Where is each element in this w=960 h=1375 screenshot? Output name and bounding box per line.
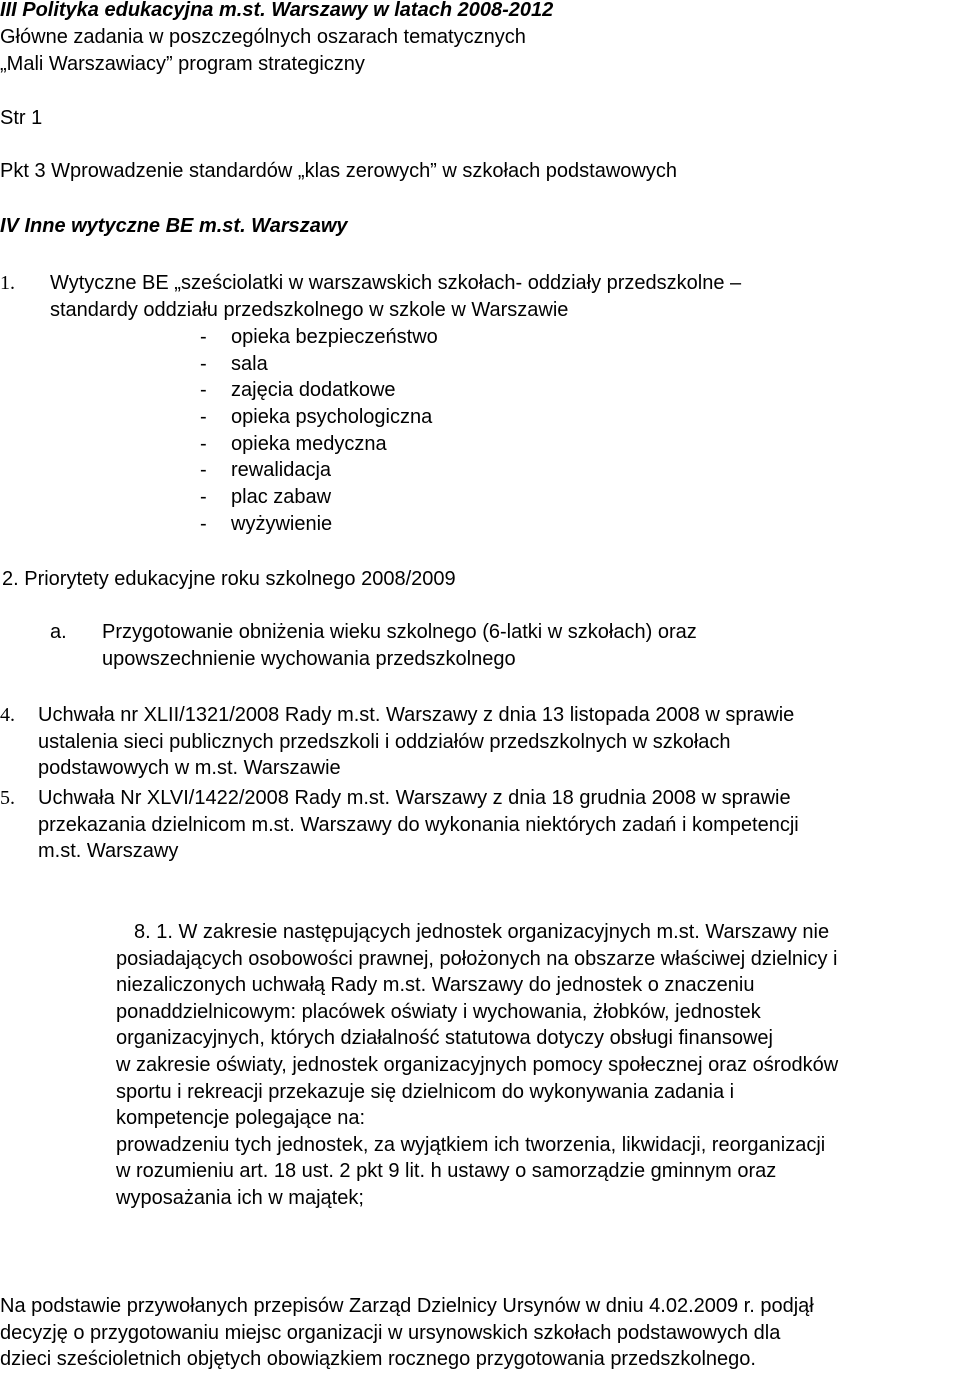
closing-paragraph: Na podstawie przywołanych przepisów Zarząd Dzielnicy Ursynów w dniu 4.02.2009 r. podjął decyzję o przygotowaniu miejsc organizacji w ursynowskich szkołach podstawowych dla dzieci sześcioletnich objętych obowiązkiem rocznego przygotowania przedszkolnego. — [0, 1295, 814, 1370]
point-heading: Pkt 3 Wprowadzenie standardów „klas zerowych” w szkołach podstawowych — [0, 160, 677, 182]
program-name: „Mali Warszawiacy” program strategiczny — [0, 53, 365, 75]
page-reference: Str 1 — [0, 107, 43, 129]
item-1-line-2: standardy oddziału przedszkolnego w szkole w Warszawie — [50, 299, 569, 321]
item-number-5: 5. — [0, 787, 15, 809]
item-8-text: 8. 1. W zakresie następujących jednostek organizacyjnych m.st. Warszawy nie posiadających osobowości prawnej, położonych na obszarze właściwej dzielnicy i niezaliczonych uchwałą Rady m.st. Warszawy do jednostek o znaczeniu ponaddzielnicowym: placówek oświaty i wychowania, żłobków, jednostek organizacyjnych, których działalność statutowa dotyczy obsługi finansowej w zakresie oświaty, jednostek organizacyjnych pomocy społecznej oraz ośrodków sportu i rekreacji przekazuje się dzielnicom do wykonywania zadania i kompetencje polegające na: prowadzeniu tych jednostek, za wyjątkiem ich tworzenia, likwidacji, reorganizacji w rozumieniu art. 18 ust. 2 pkt 9 lit. h ustawy o samorządzie gminnym oraz wyposażania ich w majątek; — [116, 921, 839, 1209]
document-title: III Polityka edukacyjna m.st. Warszawy w latach 2008-2012 — [0, 0, 554, 21]
item-number-1: 1. — [0, 272, 15, 294]
document-subtitle: Główne zadania w poszczególnych oszarach tematycznych — [0, 26, 526, 48]
section-heading: IV Inne wytyczne BE m.st. Warszawy — [0, 215, 348, 237]
item-2-heading: 2. Priorytety edukacyjne roku szkolnego 2008/2009 — [2, 568, 456, 590]
item-number-4: 4. — [0, 704, 15, 726]
item-1-line-1: Wytyczne BE „sześciolatki w warszawskich szkołach- oddziały przedszkolne – — [50, 272, 742, 294]
item-4-text: Uchwała nr XLII/1321/2008 Rady m.st. Warszawy z dnia 13 listopada 2008 w sprawie ustalenia sieci publicznych przedszkoli i oddziałów przedszkolnych w szkołach podstawowych w m.st. Warszawie — [38, 704, 795, 779]
item-5-text: Uchwała Nr XLVI/1422/2008 Rady m.st. Warszawy z dnia 18 grudnia 2008 w sprawie przekazania dzielnicom m.st. Warszawy do wykonania niektórych zadań i kompetencji m.st. Warszawy — [38, 787, 799, 862]
item-2-sub-line-1: Przygotowanie obniżenia wieku szkolnego (6-latki w szkołach) oraz — [102, 621, 697, 643]
item-2-sub-line-2: upowszechnienie wychowania przedszkolnego — [102, 648, 516, 670]
item-2-sub-label: a. — [50, 621, 67, 643]
